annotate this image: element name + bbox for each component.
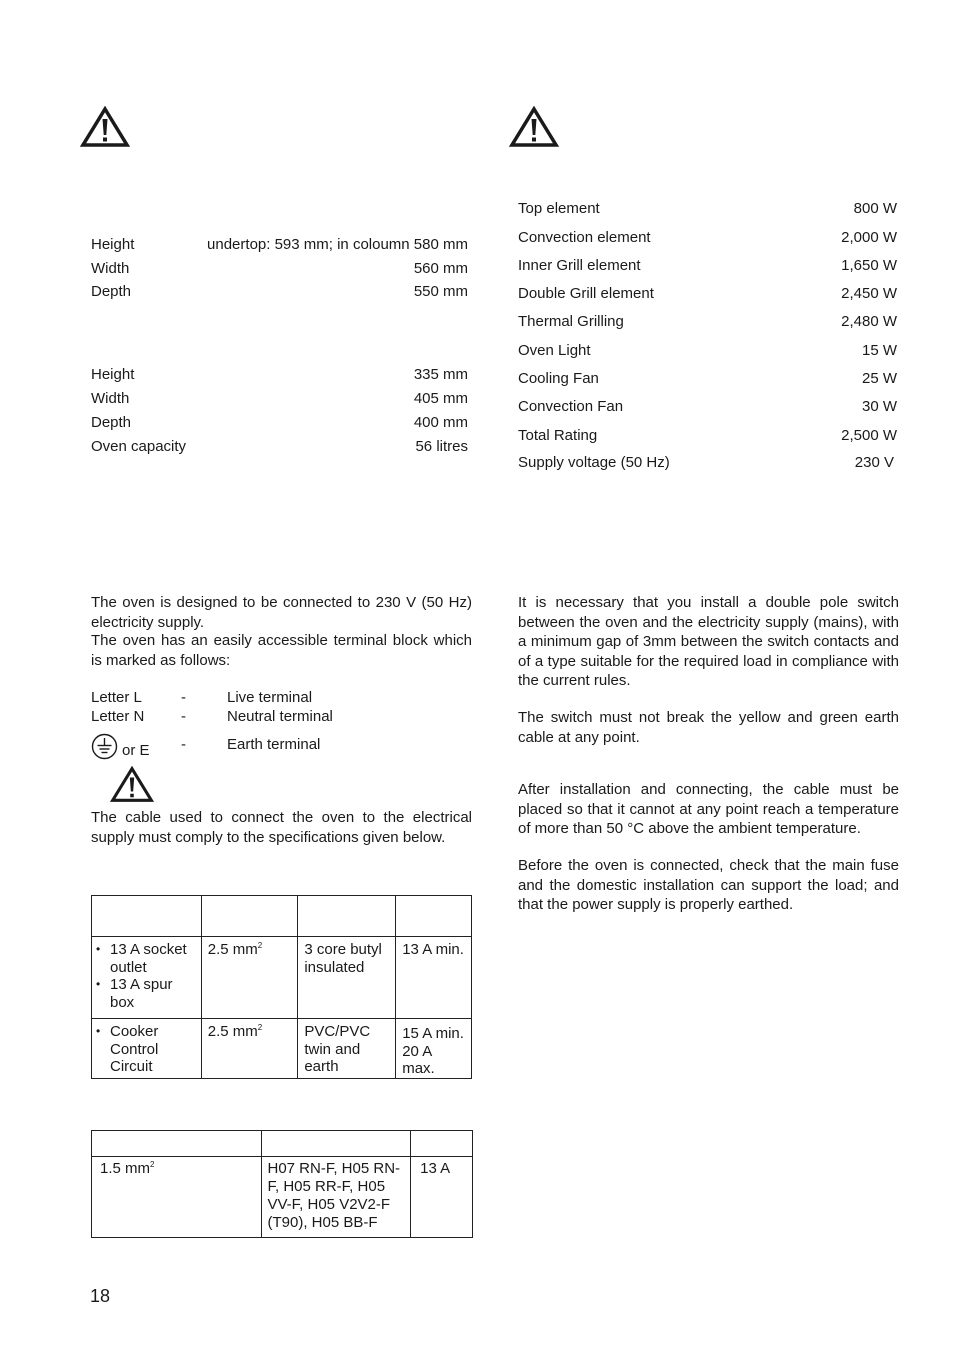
table-row xyxy=(92,1019,472,1079)
terminal-block-paragraph: The oven has an easily accessible terminal block which is marked as follows: xyxy=(91,632,472,669)
dimension-row: Depth 400 mm xyxy=(91,414,468,431)
table-header-row xyxy=(92,896,472,937)
cable-type-table xyxy=(91,1130,473,1238)
dimension-row: Width 405 mm xyxy=(91,390,468,407)
connection-paragraph: The oven is designed to be connected to 230 V (50 Hz) electricity supply. xyxy=(91,594,472,631)
table-header-row xyxy=(92,1131,473,1157)
page-number: 18 xyxy=(90,1286,111,1306)
rating-row: Thermal Grilling 2,480 W xyxy=(518,313,897,330)
list-item: • Cooker Control Circuit xyxy=(94,1023,196,1076)
table-cell xyxy=(396,896,472,937)
list-item: • 13 A socket outlet xyxy=(94,941,196,976)
table-cell xyxy=(92,937,202,1019)
rating-row: Total Rating 2,500 W xyxy=(518,427,897,444)
dimension-row: Height 335 mm xyxy=(91,366,468,383)
list-item: • 13 A spur box xyxy=(94,976,196,1011)
table-cell xyxy=(411,1131,473,1157)
dimension-row: Depth 550 mm xyxy=(91,283,468,300)
table-cell: 15 A min. 20 A max. xyxy=(396,1019,472,1079)
table-cell: 2.5 $mm^2$ xyxy=(201,937,298,1019)
switch-paragraph: It is necessary that you install a double pole switch between the oven and the electricity supply (mains), with a minimum gap of 3mm between the switch contacts and of a type suitable for the required load in compliance with the current rules. xyxy=(518,594,899,689)
terminal-row: Letter L - Live terminal xyxy=(91,689,313,706)
table-cell xyxy=(201,896,298,937)
table-cell xyxy=(298,896,396,937)
rating-row: Convection element 2,000 W xyxy=(518,229,897,246)
earth-symbol-icon xyxy=(91,733,118,764)
rating-row: Supply voltage (50 Hz) 230 V xyxy=(518,454,894,471)
terminal-row: or E - Earth terminal xyxy=(91,736,320,764)
rating-row: Top element 800 W xyxy=(518,200,897,217)
table-cell: 3 core butyl insulated xyxy=(298,937,396,1019)
cable-table xyxy=(91,895,472,1079)
fuse-check-paragraph: Before the oven is connected, check that the main fuse and the domestic installation can support the load; and that the power supply is properly earthed. xyxy=(518,857,899,913)
warning-icon xyxy=(509,106,559,148)
rating-row: Oven Light 15 W xyxy=(518,342,897,359)
terminal-row: Letter N - Neutral terminal xyxy=(91,708,333,725)
cable-spec-paragraph: The cable used to connect the oven to the electrical supply must comply to the specifications given below. xyxy=(91,809,472,846)
rating-row: Double Grill element 2,450 W xyxy=(518,285,897,302)
table-cell: 2.5 $mm^2$ xyxy=(201,1019,298,1079)
table-cell: H07 RN-F, H05 RN-F, H05 RR-F, H05 VV-F, H05 V2V2-F (T90), H05 BB-F xyxy=(261,1157,411,1238)
table-cell: 1.5 $mm^2$ xyxy=(92,1157,262,1238)
table-cell xyxy=(261,1131,411,1157)
dimension-row: Oven capacity 56 litres xyxy=(91,438,468,455)
rating-row: Inner Grill element 1,650 W xyxy=(518,257,897,274)
table-row xyxy=(92,937,472,1019)
rating-row: Convection Fan 30 W xyxy=(518,398,897,415)
dimension-row: Width 560 mm xyxy=(91,260,468,277)
warning-icon xyxy=(110,766,154,803)
cable-temperature-paragraph: After installation and connecting, the cable must be placed so that it cannot at any point reach a temperature of more than 50 °C above the ambient temperature. xyxy=(518,781,899,837)
table-cell: 13 A xyxy=(411,1157,473,1238)
table-cell xyxy=(92,1019,202,1079)
table-cell: 13 A min. xyxy=(396,937,472,1019)
table-cell xyxy=(92,896,202,937)
earth-cable-paragraph: The switch must not break the yellow and green earth cable at any point. xyxy=(518,709,899,746)
warning-icon xyxy=(80,106,130,148)
table-cell: PVC/PVC twin and earth xyxy=(298,1019,396,1079)
dimension-row: Height undertop: 593 mm; in coloumn 580 mm xyxy=(91,236,468,253)
table-row xyxy=(92,1157,473,1238)
table-cell xyxy=(92,1131,262,1157)
rating-row: Cooling Fan 25 W xyxy=(518,370,897,387)
